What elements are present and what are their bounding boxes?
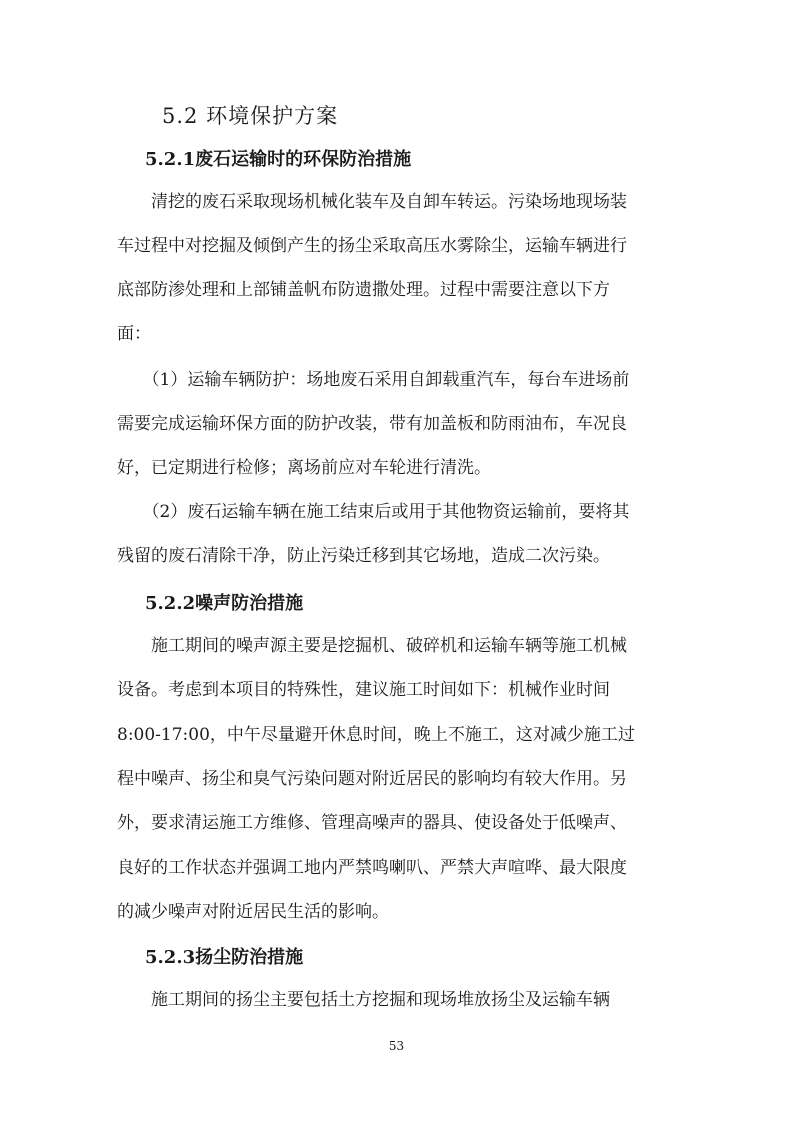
subsection-heading-5-2-2: 5.2.2噪声防治措施 [145, 593, 304, 614]
paragraph-line: 清挖的废石采取现场机械化装车及自卸车转运。污染场地现场装 [117, 192, 627, 212]
paragraph-line: 车过程中对挖掘及倾倒产生的扬尘采取高压水雾除尘，运输车辆进行 [117, 236, 627, 256]
section-title: 5.2 环境保护方案 [162, 104, 339, 128]
paragraph-line: 程中噪声、扬尘和臭气污染问题对附近居民的影响均有较大作用。另 [117, 769, 627, 789]
paragraph-line: 残留的废石清除干净，防止污染迁移到其它场地，造成二次污染。 [117, 546, 610, 566]
paragraph-line: 好，已定期进行检修；离场前应对车轮进行清洗。 [117, 458, 491, 478]
paragraph-line: 需要完成运输环保方面的防护改装，带有加盖板和防雨油布，车况良 [117, 414, 627, 434]
paragraph-line: 8:00-17:00，中午尽量避开休息时间，晚上不施工，这对减少施工过 [117, 725, 635, 745]
paragraph-line: （1）运输车辆防护：场地废石采用自卸载重汽车，每台车进场前 [117, 370, 630, 390]
page-number: 53 [388, 1039, 405, 1053]
paragraph-line: 外，要求清运施工方维修、管理高噪声的器具、使设备处于低噪声、 [117, 813, 627, 833]
paragraph-line: 面： [117, 324, 151, 344]
paragraph-line: （2）废石运输车辆在施工结束后或用于其他物资运输前，要将其 [117, 502, 630, 522]
subsection-heading-5-2-3: 5.2.3扬尘防治措施 [145, 947, 304, 968]
paragraph-line: 底部防渗处理和上部铺盖帆布防遗撒处理。过程中需要注意以下方 [117, 280, 610, 300]
paragraph-line: 设备。考虑到本项目的特殊性，建议施工时间如下：机械作业时间 [117, 680, 610, 700]
paragraph-line: 良好的工作状态并强调工地内严禁鸣喇叭、严禁大声喧哗、最大限度 [117, 858, 627, 878]
subsection-heading-5-2-1: 5.2.1废石运输时的环保防治措施 [145, 149, 412, 170]
paragraph-line: 施工期间的扬尘主要包括土方挖掘和现场堆放扬尘及运输车辆 [117, 990, 610, 1010]
paragraph-line: 的减少噪声对附近居民生活的影响。 [117, 902, 389, 922]
paragraph-line: 施工期间的噪声源主要是挖掘机、破碎机和运输车辆等施工机械 [117, 636, 627, 656]
